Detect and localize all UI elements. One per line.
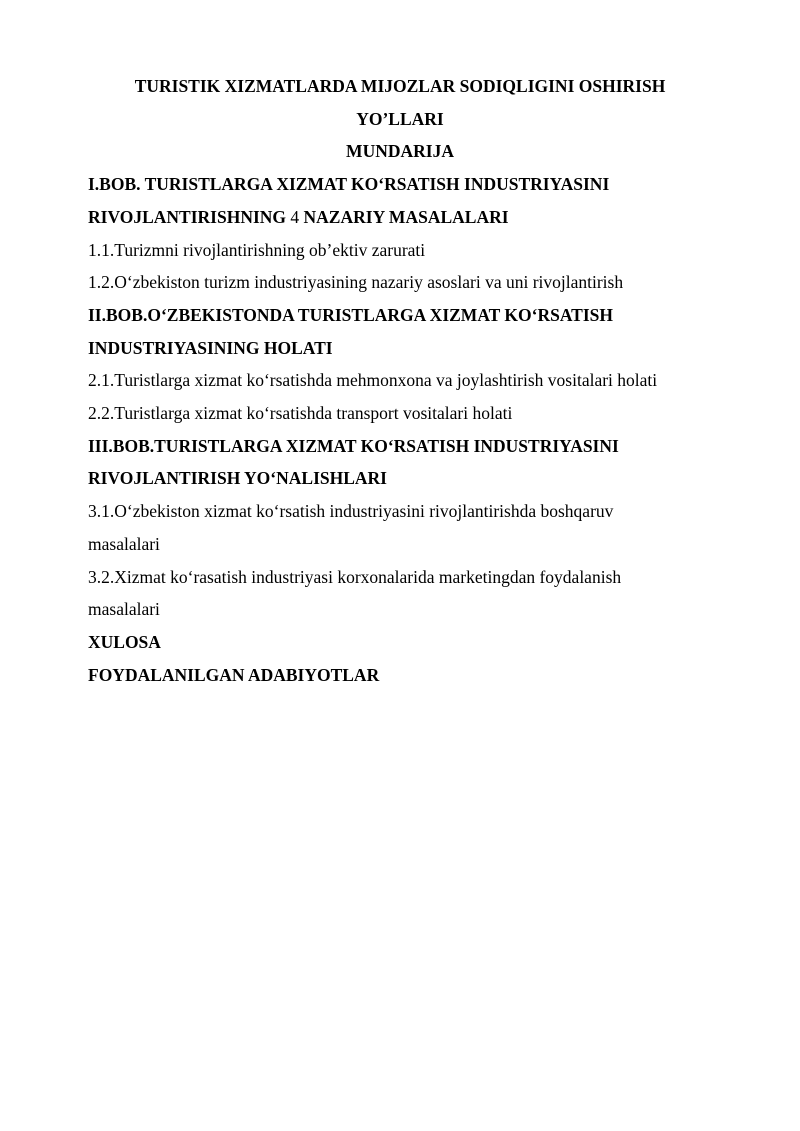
chapter-1-heading-line-1: I.BOB. TURISTLARGA XIZMAT KO‘RSATISH INDUSTRIYASINI (88, 174, 610, 195)
section-3-1-line-1: 3.1.O‘zbekiston xizmat ko‘rsatish industriyasini rivojlantirishda boshqaruv (88, 501, 614, 522)
document-title-line-1: TURISTIK XIZMATLARDA MIJOZLAR SODIQLIGINI OSHIRISH (134, 76, 666, 96)
chapter-1-heading-line-2 (88, 201, 712, 234)
chapter-2-heading-line-2: INDUSTRIYASINING HOLATI (88, 337, 333, 358)
document-title-line-2: YO’LLARI (356, 108, 444, 129)
section-3-2-line-2: masalalari (88, 599, 160, 620)
chapter-2-heading-line-1: II.BOB.O‘ZBEKISTONDA TURISTLARGA XIZMAT KO‘RSATISH (88, 304, 613, 325)
chapter-1-heading-text-b: NAZARIY MASALALARI (303, 206, 509, 227)
chapter-3-heading-line-2: RIVOJLANTIRISH YO‘NALISHLARI (88, 468, 387, 489)
chapter-1-page-number: 4 (290, 206, 300, 227)
section-2-1: 2.1.Turistlarga xizmat ko‘rsatishda mehmonxona va joylashtirish vositalari holati (88, 370, 658, 391)
section-3-1-line-2: masalalari (88, 533, 160, 554)
document-content (88, 70, 712, 691)
chapter-3-heading-line-1: III.BOB.TURISTLARGA XIZMAT KO‘RSATISH INDUSTRIYASINI (88, 435, 619, 456)
references-heading: FOYDALANILGAN ADABIYOTLAR (88, 664, 380, 685)
section-1-1: 1.1.Turizmni rivojlantirishning ob’ektiv zarurati (88, 239, 426, 260)
section-3-2-line-1: 3.2.Xizmat ko‘rasatish industriyasi korxonalarida marketingdan foydalanish (88, 566, 622, 587)
contents-heading: MUNDARIJA (346, 141, 454, 162)
section-2-2: 2.2.Turistlarga xizmat ko‘rsatishda transport vositalari holati (88, 403, 513, 424)
chapter-1-heading-text-a: RIVOJLANTIRISHNING (88, 206, 287, 227)
conclusion-heading: XULOSA (88, 631, 161, 652)
section-1-2: 1.2.O‘zbekiston turizm industriyasining nazariy asoslari va uni rivojlantirish (88, 272, 624, 293)
